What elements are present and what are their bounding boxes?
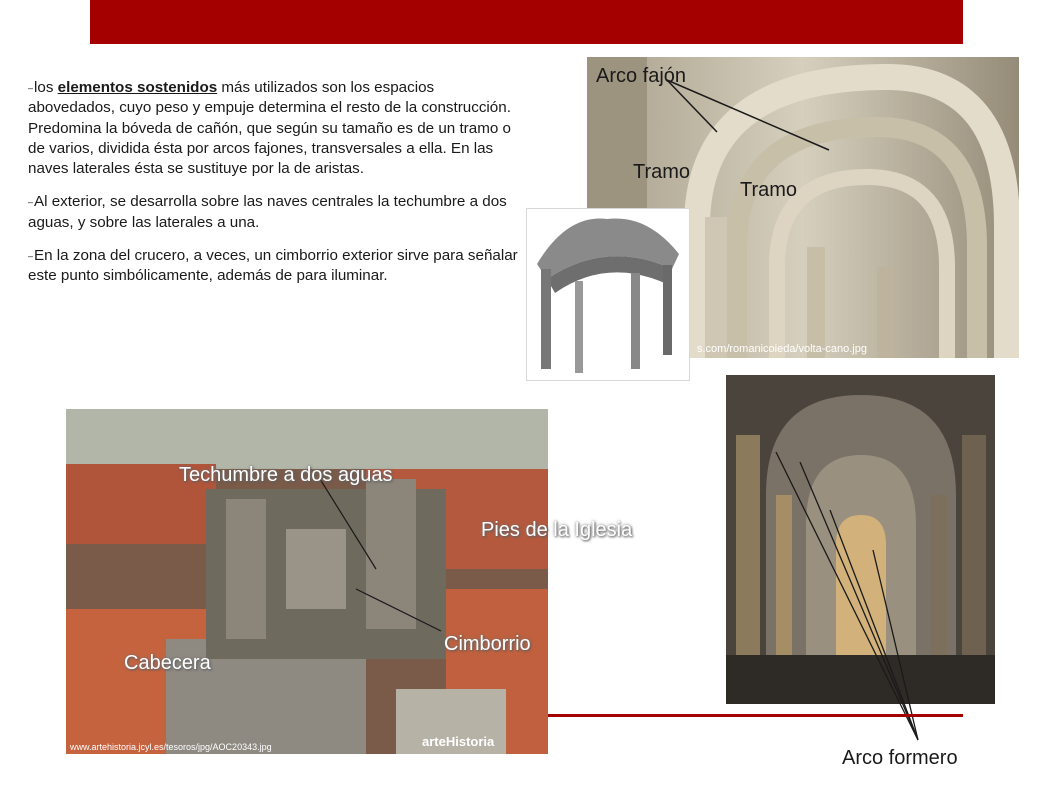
- brand-logo: arteHistoria: [422, 734, 495, 749]
- label-tramo: Tramo: [633, 161, 691, 183]
- paragraph-text: En la zona del crucero, a veces, un cimborrio exterior sirve para señalar este punto simbólicamente, además de para iluminar.: [28, 247, 518, 285]
- emphasis-term: elementos sostenidos: [57, 79, 218, 96]
- label-techumbre: Techumbre a dos aguas: [179, 464, 393, 486]
- bullet-marker: –: [28, 251, 34, 262]
- divider-line: [548, 714, 963, 717]
- label-arco-fajon: Arco fajón: [596, 65, 687, 87]
- paragraph-text: más utilizados son los espacios abovedados, cuyo peso y empuje determina el resto de la construcción. Predomina la bóveda de cañón, que según su tamaño es de un tramo o de varios, dividida ésta por arcos fajones, transversales a ella. En las naves laterales ésta se sustituye por la de aristas.: [28, 79, 511, 178]
- label-cabecera: Cabecera: [124, 652, 211, 674]
- paragraph-text: los: [34, 79, 58, 96]
- label-cimborrio: Cimborrio: [444, 633, 531, 655]
- image-credit: www.artehistoria.jcyl.es/tesoros/jpg/AOC20343.jpg: [70, 742, 272, 752]
- paragraph-text: Al exterior, se desarrolla sobre las naves centrales la techumbre a dos aguas, y sobre las laterales a una.: [28, 193, 507, 231]
- bullet-marker: –: [28, 197, 34, 208]
- image-credit: s.com/romanicoieda/volta-cano.jpg: [697, 343, 867, 355]
- label-pies-iglesia: Pies de la Iglesia: [481, 519, 633, 541]
- label-arco-formero: Arco formero: [842, 747, 958, 769]
- bullet-marker: –: [28, 83, 34, 93]
- label-tramo: Tramo: [740, 179, 798, 201]
